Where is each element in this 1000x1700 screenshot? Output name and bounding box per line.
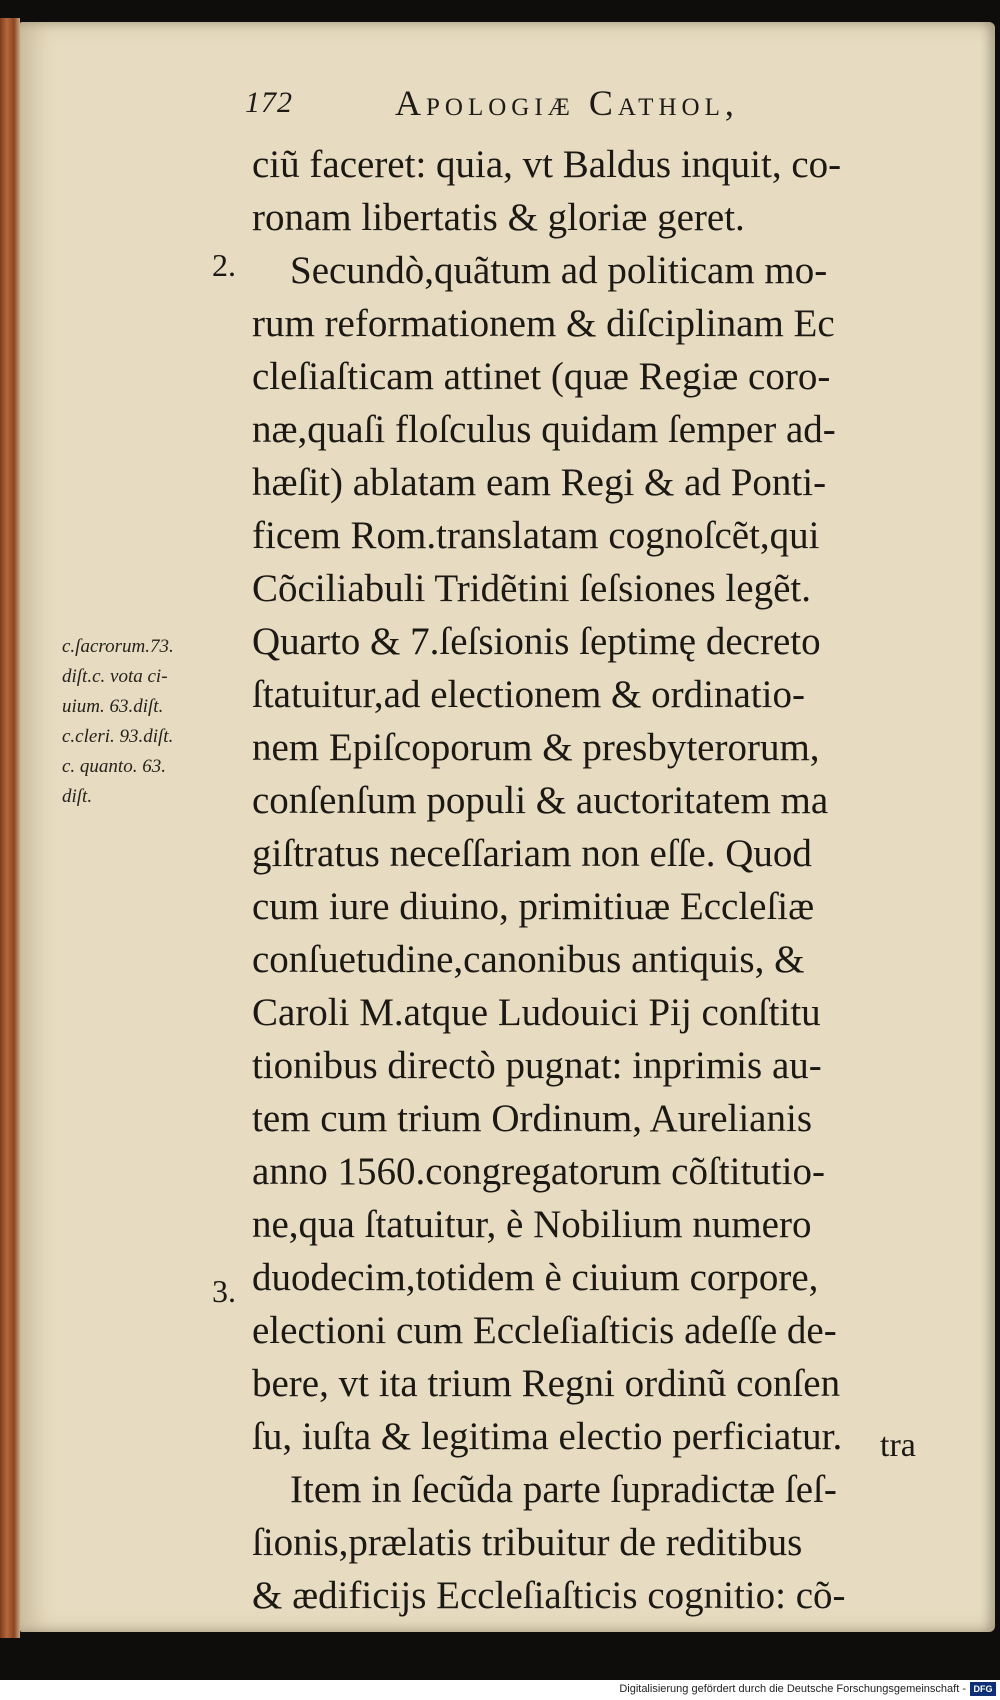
margin-note-line: c. quanto. 63. <box>62 756 166 777</box>
dfg-logo: DFG <box>970 1682 996 1696</box>
body-line: giſtratus neceſſariam non eſſe. Quod <box>252 832 812 875</box>
body-line: ſu, iuſta & legitima electio perficiatur. <box>252 1415 843 1458</box>
body-line: cum iure diuino, primitiuæ Eccleſiæ <box>252 885 815 928</box>
page-number: 172 <box>245 86 293 119</box>
body-line: ſionis,prælatis tribuitur de reditibus <box>252 1521 803 1564</box>
section-number-2: 2. <box>212 247 236 283</box>
body-line: ne,qua ſtatuitur, è Nobilium numero <box>252 1203 812 1246</box>
footer-credit: Digitalisierung gefördert durch die Deutsche Forschungsgemeinschaft - <box>619 1683 966 1695</box>
body-line: anno 1560.congregatorum cõſtitutio- <box>252 1150 825 1193</box>
body-text <box>252 138 922 1622</box>
margin-note-line: c.ſacrorum.73. <box>62 636 174 657</box>
body-line: Item in ſecũda parte ſupradictæ ſeſ- <box>290 1468 837 1511</box>
body-line: Quarto & 7.ſeſsionis ſeptimę decreto <box>252 620 821 663</box>
body-line: nem Epiſcoporum & presbyterorum, <box>252 726 820 769</box>
body-line: duodecim,totidem è ciuium corpore, <box>252 1256 819 1299</box>
body-line: conſenſum populi & auctoritatem ma <box>252 779 829 822</box>
body-line: Cõciliabuli Tridẽtini ſeſsiones legẽt. <box>252 567 811 610</box>
body-line: bere, vt ita trium Regni ordinũ conſen <box>252 1362 841 1405</box>
page-header <box>245 78 885 134</box>
catchword: tra <box>880 1427 916 1464</box>
body-line: ciũ faceret: quia, vt Baldus inquit, co- <box>252 143 842 186</box>
body-line: electioni cum Eccleſiaſticis adeſſe de- <box>252 1309 837 1352</box>
body-line: Caroli M.atque Ludouici Pij conſtitu <box>252 991 821 1034</box>
margin-note-line: uium. 63.diſt. <box>62 696 164 717</box>
body-line: rum reformationem & diſciplinam Ec <box>252 302 835 345</box>
body-line: Secundò,quãtum ad politicam mo- <box>290 249 828 292</box>
margin-note-line: diſt.c. vota ci- <box>62 666 168 687</box>
body-line: hæſit) ablatam eam Regi & ad Ponti- <box>252 461 827 504</box>
body-line: ronam libertatis & gloriæ geret. <box>252 196 745 239</box>
book-binding-edge <box>0 18 20 1638</box>
margin-note-line: c.cleri. 93.diſt. <box>62 726 174 747</box>
margin-note-line: diſt. <box>62 786 93 807</box>
body-line: ficem Rom.translatam cognoſcẽt,qui <box>252 514 820 557</box>
body-line: cleſiaſticam attinet (quæ Regiæ coro- <box>252 355 831 398</box>
body-line: tem cum trium Ordinum, Aurelianis <box>252 1097 812 1140</box>
running-head: Apologiæ Cathol, <box>395 83 739 123</box>
section-number-3: 3. <box>212 1273 236 1309</box>
body-line: tionibus directò pugnat: inprimis au- <box>252 1044 822 1087</box>
body-line: conſuetudine,canonibus antiquis, & <box>252 938 805 981</box>
body-line: ſtatuitur,ad electionem & ordinatio- <box>252 673 805 716</box>
body-line: & ædificijs Eccleſiaſticis cognitio: cõ- <box>252 1574 846 1617</box>
margin-note-citations <box>62 632 252 812</box>
body-line: næ,quaſi floſculus quidam ſemper ad- <box>252 408 836 451</box>
